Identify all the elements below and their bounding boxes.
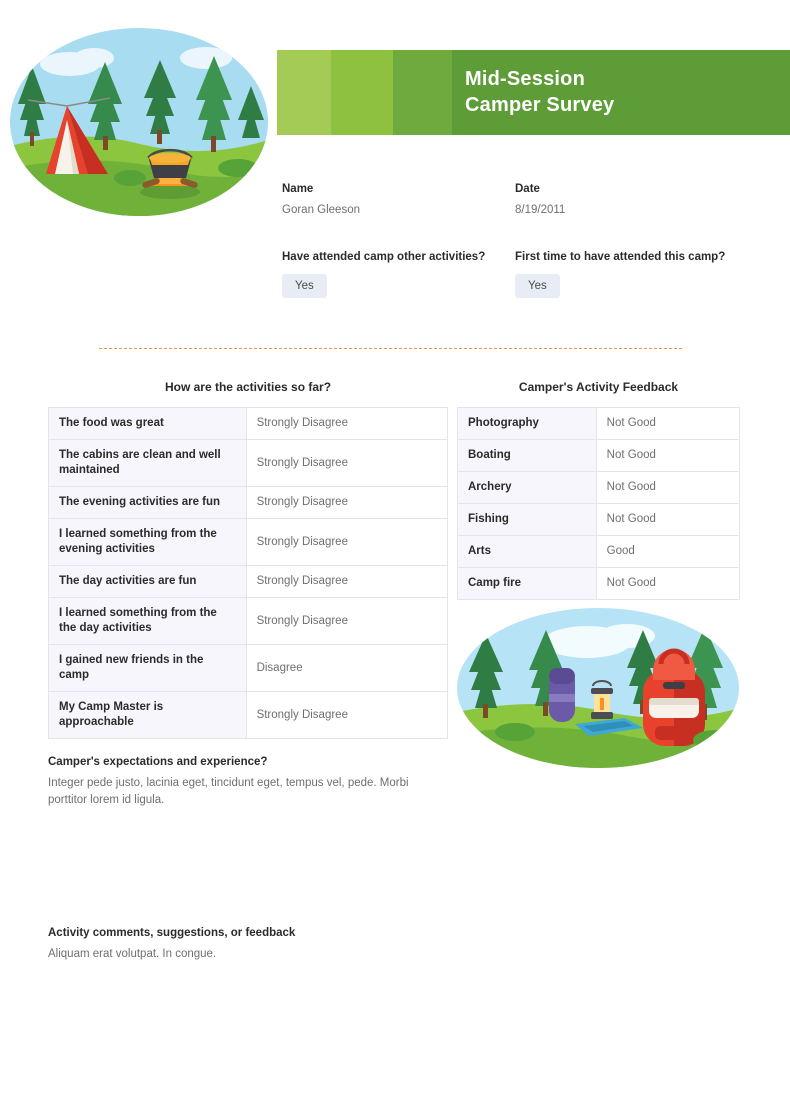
activity-question: The food was great [49, 408, 247, 440]
feedback-activity: Camp fire [458, 568, 597, 600]
field-first-time-label: First time to have attended this camp? [515, 251, 726, 263]
feedback-activity: Fishing [458, 504, 597, 536]
header-bar-segment-3 [393, 50, 452, 135]
field-attended-other-label: Have attended camp other activities? [282, 251, 486, 263]
table-row [49, 598, 448, 645]
dashed-divider [99, 348, 682, 349]
activity-question: The day activities are fun [49, 566, 247, 598]
activity-question: The evening activities are fun [49, 487, 247, 519]
activity-question: My Camp Master is approachable [49, 692, 247, 739]
feedback-rating: Good [596, 536, 739, 568]
activity-question: I gained new friends in the camp [49, 645, 247, 692]
feedback-rating: Not Good [596, 504, 739, 536]
field-name-value: Goran Gleeson [282, 204, 360, 216]
field-first-time [515, 250, 730, 298]
field-attended-other-value: Yes [282, 274, 327, 298]
table-row [49, 408, 448, 440]
table-row [458, 536, 740, 568]
activity-question: I learned something from the evening activities [49, 519, 247, 566]
table-row [49, 566, 448, 598]
table-row [458, 568, 740, 600]
field-first-time-value: Yes [515, 274, 560, 298]
expectations-text: Integer pede justo, lacinia eget, tincidunt eget, tempus vel, pede. Morbi porttitor lorem id ligula. [48, 777, 409, 806]
activity-answer: Strongly Disagree [246, 440, 447, 487]
table-row [49, 692, 448, 739]
feedback-activity: Photography [458, 408, 597, 440]
field-name-label: Name [282, 183, 314, 195]
table-row [49, 440, 448, 487]
feedback-rating: Not Good [596, 568, 739, 600]
activity-answer: Strongly Disagree [246, 566, 447, 598]
activity-answer: Strongly Disagree [246, 598, 447, 645]
activity-answer: Strongly Disagree [246, 692, 447, 739]
feedback-activity: Boating [458, 440, 597, 472]
field-date [515, 182, 745, 216]
feedback-rating: Not Good [596, 440, 739, 472]
activity-question: The cabins are clean and well maintained [49, 440, 247, 487]
backpack-lantern-camp-illustration [457, 608, 740, 768]
expectations-block [48, 756, 448, 809]
comments-text: Aliquam erat volutpat. In congue. [48, 948, 217, 960]
field-name [282, 182, 512, 216]
table-row [49, 645, 448, 692]
header-bar-segment-2 [331, 50, 393, 135]
activities-section-heading: How are the activities so far? [164, 380, 332, 394]
activity-answer: Strongly Disagree [246, 519, 447, 566]
activity-question: I learned something from the the day activities [49, 598, 247, 645]
table-row [458, 472, 740, 504]
feedback-rating: Not Good [596, 472, 739, 504]
table-row [458, 440, 740, 472]
feedback-rating: Not Good [596, 408, 739, 440]
header-bar-segment-1 [277, 50, 331, 135]
comments-label: Activity comments, suggestions, or feedback [48, 927, 296, 939]
activities-table [48, 407, 448, 739]
activity-answer: Strongly Disagree [246, 408, 447, 440]
table-row [49, 519, 448, 566]
camp-tent-campfire-illustration [10, 28, 268, 216]
table-row [458, 408, 740, 440]
feedback-activity: Arts [458, 536, 597, 568]
feedback-activity: Archery [458, 472, 597, 504]
activity-feedback-table [457, 407, 740, 600]
expectations-label: Camper's expectations and experience? [48, 756, 268, 768]
field-date-label: Date [515, 183, 540, 195]
table-row [49, 487, 448, 519]
table-row [458, 504, 740, 536]
field-date-value: 8/19/2011 [515, 204, 566, 216]
page-title-line-2: Camper Survey [465, 94, 615, 116]
field-attended-other-activities [282, 250, 497, 298]
page-title [465, 66, 775, 118]
page-title-line-1: Mid-Session [465, 68, 585, 90]
feedback-section-heading: Camper's Activity Feedback [518, 380, 679, 394]
comments-block [48, 927, 448, 963]
activity-answer: Disagree [246, 645, 447, 692]
activity-answer: Strongly Disagree [246, 487, 447, 519]
